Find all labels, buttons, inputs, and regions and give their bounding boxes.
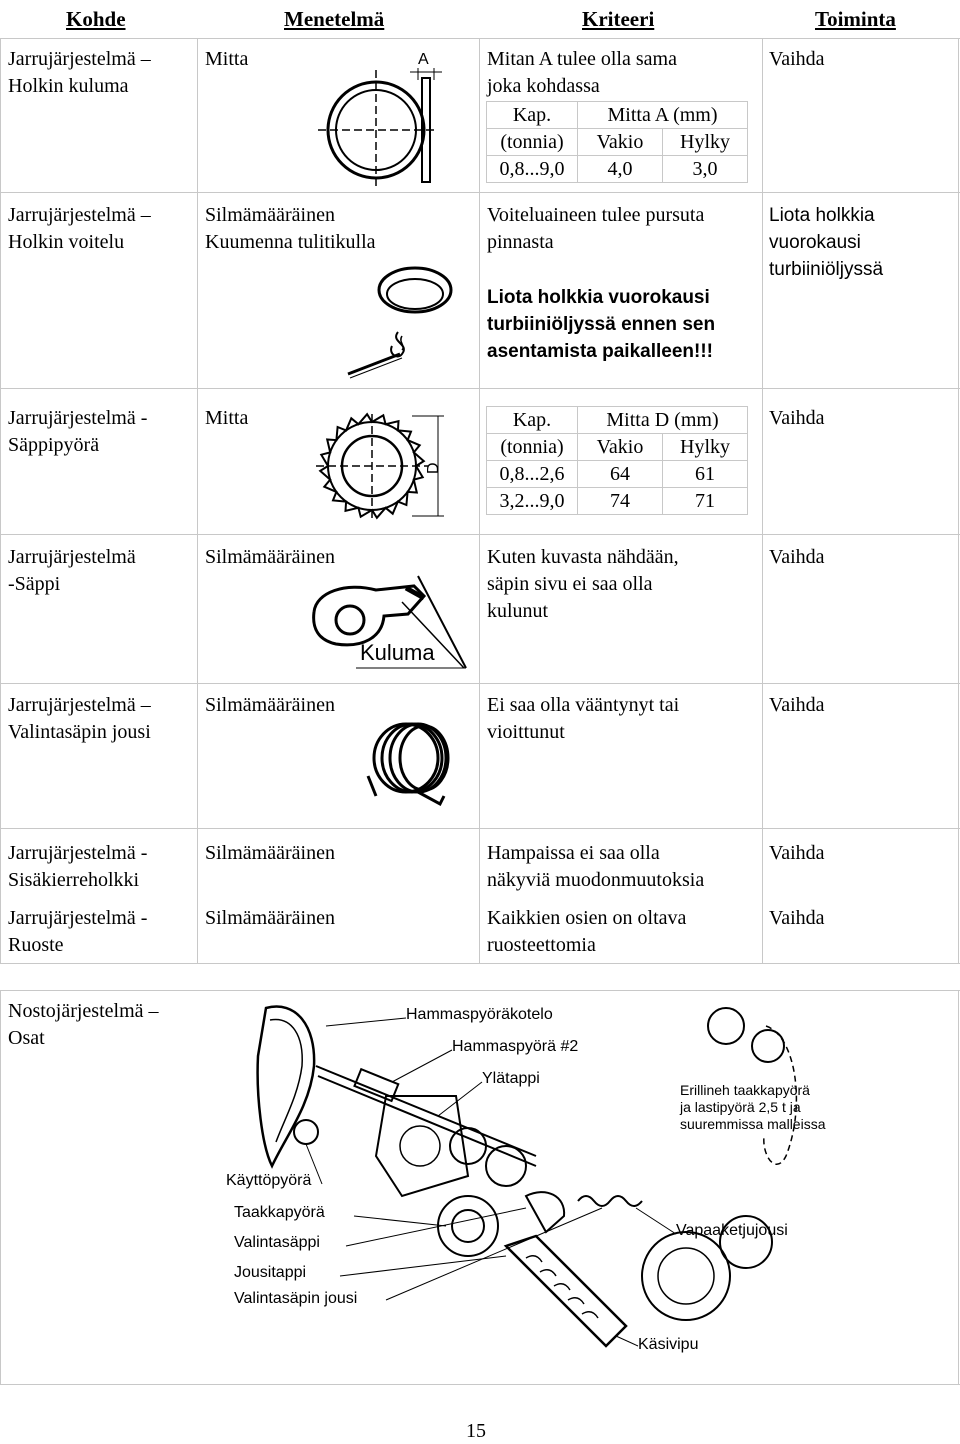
row5-menetelma: Silmämääräinen [205,694,335,716]
figure-label-kuluma: Kuluma [360,640,435,665]
row4-toiminta: Vaihda [769,546,825,568]
table-cell: 3,0 [663,156,748,183]
table-cell: Hylky [663,434,748,461]
grid-line [197,38,198,963]
bushing-measure-figure [318,50,448,190]
row5-toiminta: Vaihda [769,694,825,716]
table-cell: 71 [663,488,748,515]
row5-kohde: Jarrujärjestelmä – Valintasäpin jousi [8,694,151,743]
table-cell: Mitta A (mm) [578,102,748,129]
table-cell: 0,8...2,6 [487,461,578,488]
row5-kriteeri: Ei saa olla vääntynyt tai vioittunut [487,694,680,743]
row3-toiminta: Vaihda [769,407,825,429]
table-cell: Kap. [487,102,578,129]
grid-line [0,683,960,684]
header-kriteeri: Kriteeri [582,7,655,31]
grid-line [0,963,960,964]
ratchet-wheel-figure [316,408,456,526]
pawl-wear-figure [306,572,468,672]
grid-line [0,38,960,39]
row6-toiminta: Vaihda [769,842,825,864]
figure-label-a: A [418,51,429,68]
label-kasivipu: Käsivipu [638,1336,699,1353]
grid-line [0,1384,960,1385]
table-cell: 64 [578,461,663,488]
header-kohde: Kohde [66,7,126,31]
row1-menetelma: Mitta [205,48,249,70]
table-cell: Vakio [578,129,663,156]
row6-menetelma: Silmämääräinen [205,842,335,864]
table-cell: (tonnia) [487,129,578,156]
row8-kohde: Nostojärjestelmä – Osat [8,1000,159,1049]
table-cell: 3,2...9,0 [487,488,578,515]
label-hammaspyora2: Hammaspyörä #2 [452,1038,579,1055]
table-cell: Hylky [663,129,748,156]
spring-figure [362,716,452,808]
label-valintasapin-jousi: Valintasäpin jousi [234,1290,358,1307]
grid-line [0,990,1,1384]
row3-kohde: Jarrujärjestelmä - Säppipyörä [8,407,148,456]
row3-menetelma: Mitta [205,407,249,429]
row1-measure-table [486,101,748,183]
row4-kriteeri: Kuten kuvasta nähdään, säpin sivu ei saa olla kulunut [487,546,679,622]
row7-kriteeri: Kaikkien osien on oltava ruosteettomia [487,907,687,956]
grid-line [0,534,960,535]
table-cell: Vakio [578,434,663,461]
label-valintasappi: Valintasäppi [234,1234,320,1251]
grid-line [958,990,959,1384]
table-cell: 4,0 [578,156,663,183]
table-cell: (tonnia) [487,434,578,461]
row6-kohde: Jarrujärjestelmä - Sisäkierreholkki [8,842,148,891]
exploded-view-figure [206,996,856,1380]
table-cell: 0,8...9,0 [487,156,578,183]
row2-menetelma: Silmämääräinen Kuumenna tulitikulla [205,204,376,253]
grid-line [762,38,763,963]
label-taakkapyora: Taakkapyörä [234,1204,325,1221]
header-toiminta: Toiminta [815,7,896,31]
header-menetelma: Menetelmä [284,7,385,31]
row7-kohde: Jarrujärjestelmä - Ruoste [8,907,148,956]
page-number: 15 [466,1420,486,1442]
table-cell: Mitta D (mm) [578,407,748,434]
grid-line [958,38,959,963]
label-kayttopyora: Käyttöpyörä [226,1172,312,1189]
label-vapaaketjujousi: Vapaaketjujousi [676,1222,788,1239]
grid-line [0,388,960,389]
table-cell: 61 [663,461,748,488]
row2-toiminta: Liota holkkia vuorokausi turbiiniöljyssä [769,205,884,280]
label-hammaspyorakotelo: Hammaspyöräkotelo [406,1006,553,1023]
row2-kriteeri: Voiteluaineen tulee pursuta pinnasta [487,204,705,253]
label-ylatappi: Ylätappi [482,1070,540,1087]
table-cell: Kap. [487,407,578,434]
row1-toiminta: Vaihda [769,48,825,70]
row4-kohde: Jarrujärjestelmä -Säppi [8,546,136,595]
row1-kriteeri: Mitan A tulee olla sama joka kohdassa [487,48,677,97]
row1-kohde: Jarrujärjestelmä – Holkin kuluma [8,48,151,97]
table-cell: 74 [578,488,663,515]
row7-menetelma: Silmämääräinen [205,907,335,929]
grid-line [0,828,960,829]
label-erillinen: Erillineh taakkapyörä ja lastipyörä 2,5 t ja suuremmissa malleissa [680,1082,826,1132]
row2-kriteeri-warning: Liota holkkia vuorokausi turbiiniöljyssä ennen sen asentamista paikalleen!!! [487,287,716,362]
row2-kohde: Jarrujärjestelmä – Holkin voitelu [8,204,151,253]
grid-line [0,192,960,193]
row7-toiminta: Vaihda [769,907,825,929]
figure-label-d: D [425,462,442,474]
grid-line [0,990,960,991]
row4-menetelma: Silmämääräinen [205,546,335,568]
label-jousitappi: Jousitappi [234,1264,307,1281]
grid-line [479,38,480,963]
row3-measure-table [486,406,748,515]
row6-kriteeri: Hampaissa ei saa olla näkyviä muodonmuutoksia [487,842,705,891]
grid-line [0,38,1,963]
bushing-heat-figure [340,262,460,382]
